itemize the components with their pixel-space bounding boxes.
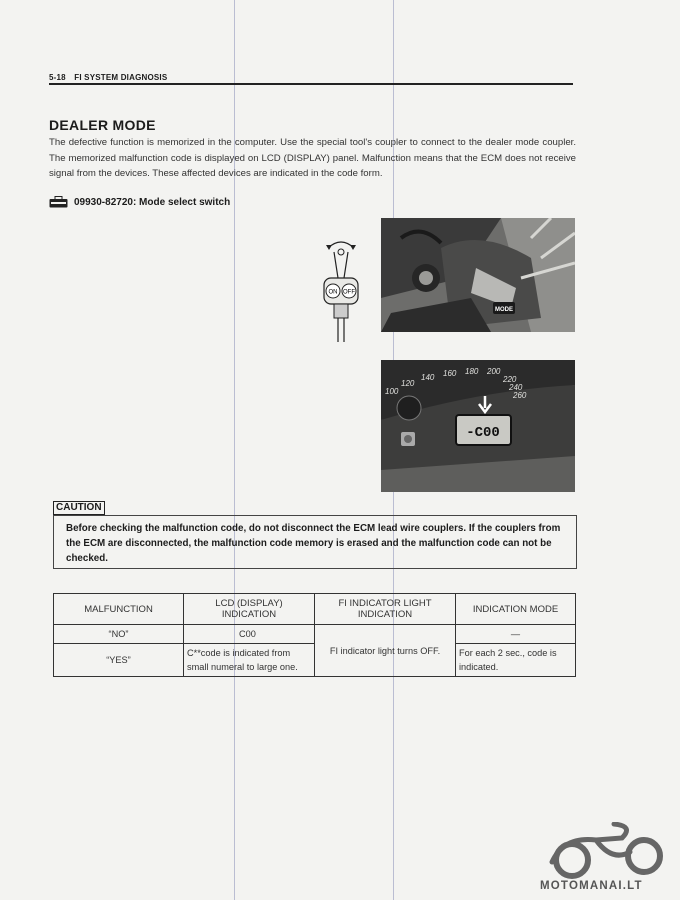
header-indication-mode: INDICATION MODE	[456, 594, 576, 625]
page-number: 5-18	[49, 73, 66, 82]
cell-malfunction-yes: “YES”	[54, 644, 184, 677]
toolbox-icon	[49, 196, 68, 208]
photo-lcd-display	[381, 360, 575, 492]
cell-mode-yes: For each 2 sec., code is indicated.	[456, 644, 576, 677]
intro-paragraph: The defective function is memorized in the computer. Use the special tool's coupler to connect to the dealer mode coupler. The memorized malfunction code is displayed on LCD (DISPLAY) panel. Malfunction means that the ECM does not receive signal from the devices. These affected devices are indicated in the code form.	[49, 137, 576, 180]
cell-malfunction-no: “NO”	[54, 625, 184, 644]
cell-fi-indicator: FI indicator light turns OFF.	[315, 625, 456, 677]
special-tool-text: 09930-82720: Mode select switch	[74, 196, 231, 208]
header-lcd-indication: LCD (DISPLAY) INDICATION	[184, 594, 315, 625]
caution-label: CAUTION	[53, 501, 105, 515]
speedo-240: 240	[509, 383, 523, 392]
cell-lcd-yes: C**code is indicated from small numeral to large one.	[184, 644, 315, 677]
diagnosis-table	[53, 593, 576, 677]
speedo-260: 260	[513, 391, 527, 400]
table-header-row	[54, 594, 576, 625]
caution-box	[53, 515, 577, 569]
mode-select-switch-illustration	[316, 234, 366, 342]
switch-lead-wire	[338, 318, 344, 342]
switch-on-label: ON	[328, 289, 338, 296]
page-title: DEALER MODE	[49, 117, 156, 133]
section-title: FI SYSTEM DIAGNOSIS	[74, 73, 168, 82]
caution-text: Before checking the malfunction code, do not disconnect the ECM lead wire couplers. If the couplers from the ECM are disconnected, the malfunction code memory is erased and the malfunction code can not be checked.	[66, 523, 561, 564]
speedo-160: 160	[443, 369, 457, 378]
cell-lcd-no: C00	[184, 625, 315, 644]
switch-lever	[334, 252, 348, 278]
speedo-140: 140	[421, 373, 435, 382]
header-malfunction: MALFUNCTION	[54, 594, 184, 625]
header-rule	[49, 83, 573, 85]
table-row-no	[54, 625, 576, 644]
speedo-200: 200	[487, 367, 501, 376]
header-fi-indicator: FI INDICATOR LIGHT INDICATION	[315, 594, 456, 625]
cell-mode-no: —	[456, 625, 576, 644]
special-tool-line	[49, 196, 230, 208]
speedo-100: 100	[385, 387, 399, 396]
photo-mode-coupler	[381, 218, 575, 332]
mode-tag-label: MODE	[495, 307, 513, 313]
watermark-text: MOTOMANAI.LT	[540, 880, 643, 892]
switch-off-label: OFF	[343, 289, 355, 296]
lcd-value: -C00	[466, 425, 500, 441]
speedo-220: 220	[503, 375, 517, 384]
speedo-180: 180	[465, 367, 479, 376]
speedo-120: 120	[401, 379, 415, 388]
switch-coupler	[334, 304, 348, 318]
